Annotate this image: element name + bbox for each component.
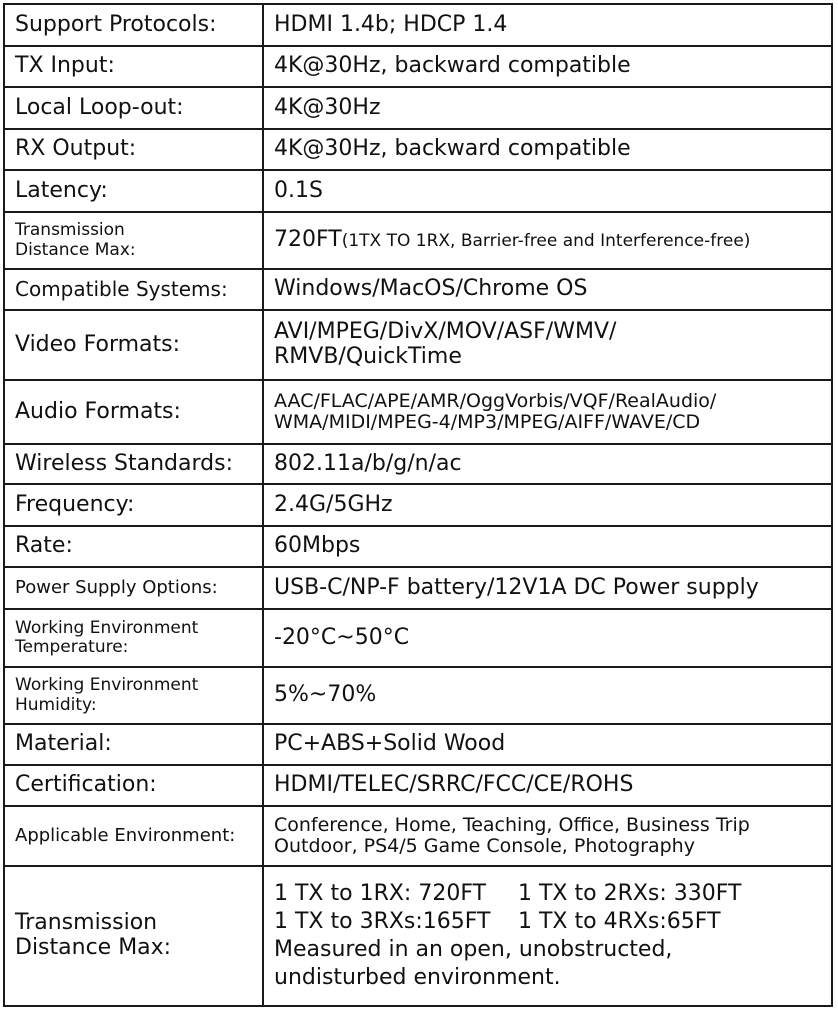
measurement-note: undisturbed environment. — [274, 965, 561, 991]
table-row — [4, 170, 832, 212]
table-row — [4, 609, 832, 667]
spec-label: RX Output: — [4, 129, 263, 170]
spec-label: Frequency: — [4, 484, 263, 526]
table-row — [4, 310, 832, 380]
spec-value: 802.11a/b/g/n/ac — [263, 444, 832, 484]
table-row — [4, 212, 832, 269]
spec-label: Certification: — [4, 765, 263, 806]
spec-value-main: 720FT — [274, 227, 342, 253]
table-row — [4, 806, 832, 866]
spec-label: Compatible Systems: — [4, 269, 263, 310]
spec-value: PC+ABS+Solid Wood — [263, 724, 832, 765]
spec-label: Wireless Standards: — [4, 444, 263, 484]
spec-label: Transmission Distance Max: — [4, 212, 263, 269]
table-row — [4, 129, 832, 170]
table-row — [4, 484, 832, 526]
table-row — [4, 4, 832, 46]
table-row — [4, 444, 832, 484]
table-row — [4, 567, 832, 609]
spec-label: Video Formats: — [4, 310, 263, 380]
table-row — [4, 667, 832, 724]
table-row — [4, 526, 832, 567]
spec-value: -20°C~50°C — [263, 609, 832, 667]
spec-value: HDMI 1.4b; HDCP 1.4 — [263, 4, 832, 46]
table-row — [4, 866, 832, 1006]
spec-label: Applicable Environment: — [4, 806, 263, 866]
table-row — [4, 765, 832, 806]
spec-value: 0.1S — [263, 170, 832, 212]
spec-label: Working Environment Temperature: — [4, 609, 263, 667]
spec-value: 4K@30Hz, backward compatible — [263, 129, 832, 170]
spec-value-note: (1TX TO 1RX, Barrier-free and Interference-free) — [341, 231, 751, 252]
measurement-note: Measured in an open, unobstructed, — [274, 937, 673, 962]
distance-line: 1 TX to 3RXs:165FT 1 TX to 4RXs:65FT — [274, 908, 721, 934]
table-row — [4, 724, 832, 765]
table-row — [4, 46, 832, 87]
table-row — [4, 380, 832, 444]
spec-label: Latency: — [4, 170, 263, 212]
spec-label: Support Protocols: — [4, 4, 263, 46]
spec-value: AAC/FLAC/APE/AMR/OggVorbis/VQF/RealAudio/ WMA/MIDI/MPEG-4/MP3/MPEG/AIFF/WAVE/CD — [263, 380, 832, 444]
spec-label: Local Loop-out: — [4, 87, 263, 129]
spec-value: Conference, Home, Teaching, Office, Business Trip Outdoor, PS4/5 Game Console, Photography — [263, 806, 832, 866]
spec-table — [3, 3, 833, 1007]
spec-value: HDMI/TELEC/SRRC/FCC/CE/ROHS — [263, 765, 832, 806]
table-row — [4, 269, 832, 310]
spec-value: Windows/MacOS/Chrome OS — [263, 269, 832, 310]
table-row — [4, 87, 832, 129]
spec-label: Rate: — [4, 526, 263, 567]
spec-value: 60Mbps — [263, 526, 832, 567]
spec-label: Working Environment Humidity: — [4, 667, 263, 724]
spec-value: AVI/MPEG/DivX/MOV/ASF/WMV/ RMVB/QuickTime — [263, 310, 832, 380]
spec-label: Audio Formats: — [4, 380, 263, 444]
spec-value: 4K@30Hz — [263, 87, 832, 129]
distance-line: 1 TX to 1RX: 720FT 1 TX to 2RXs: 330FT — [274, 880, 742, 906]
spec-value — [263, 212, 832, 269]
spec-value: 2.4G/5GHz — [263, 484, 832, 526]
spec-value: 4K@30Hz, backward compatible — [263, 46, 832, 87]
spec-value — [263, 866, 832, 1006]
spec-value: USB-C/NP-F battery/12V1A DC Power supply — [263, 567, 832, 609]
spec-value: 5%~70% — [263, 667, 832, 724]
spec-label: Transmission Distance Max: — [4, 866, 263, 1006]
spec-label: TX Input: — [4, 46, 263, 87]
spec-label: Power Supply Options: — [4, 567, 263, 609]
spec-label: Material: — [4, 724, 263, 765]
